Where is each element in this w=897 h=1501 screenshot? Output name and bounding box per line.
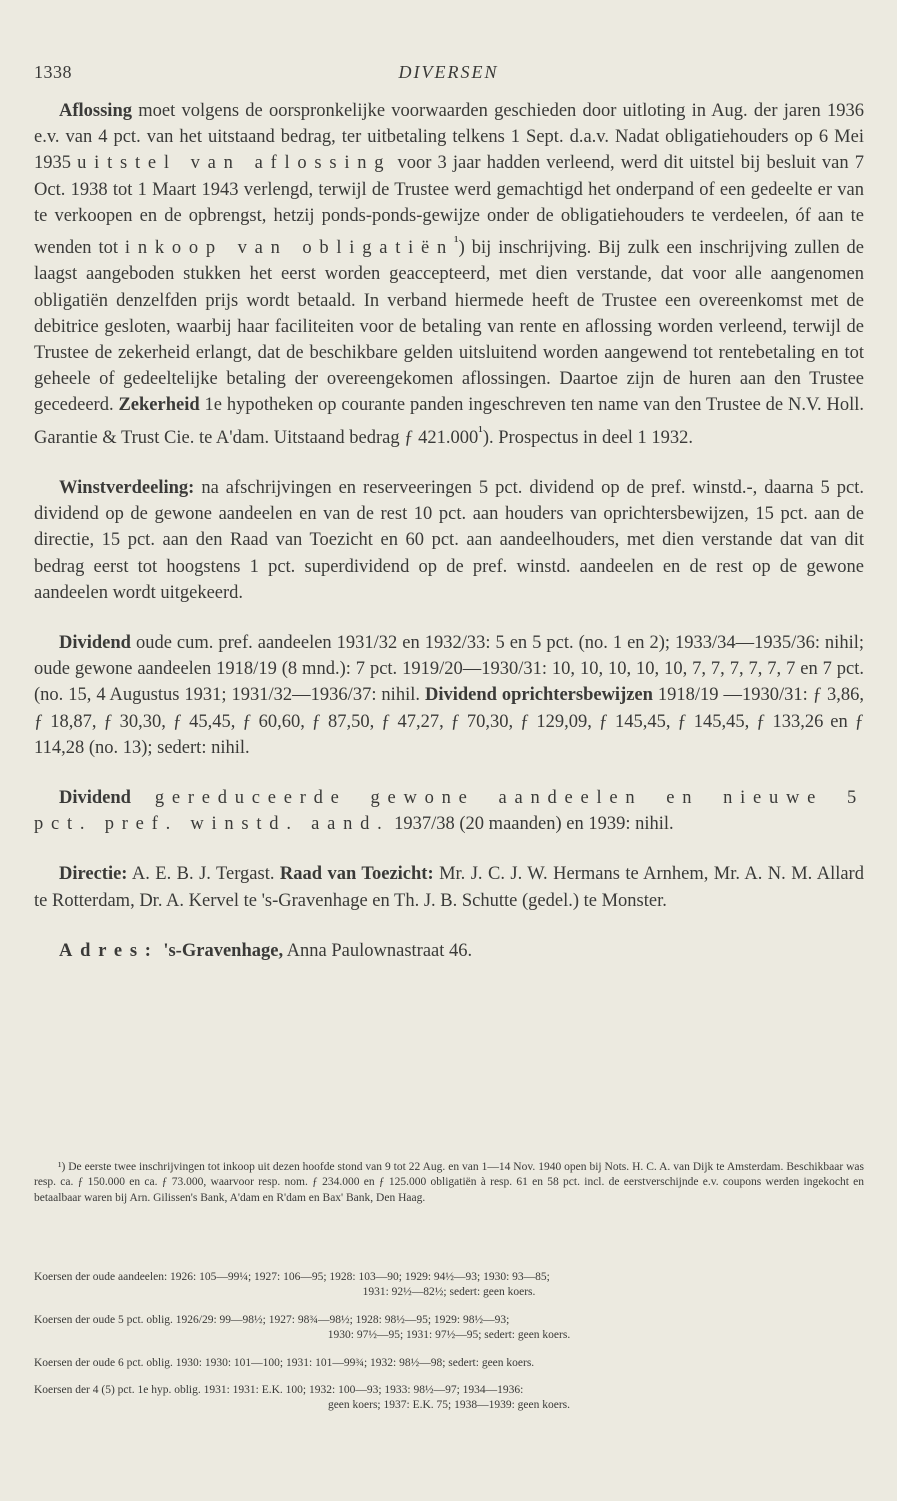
adres-paragraph [34,938,864,964]
dividend-paragraph-2 [34,785,864,837]
dividend-label: Dividend [59,632,131,653]
adres-label: Adres: [59,940,159,961]
footnote-ref: ¹ [454,233,459,251]
dividend-text-2: 1918/19 —1930/31: ƒ 3,86, ƒ 18,87, ƒ 30,30, ƒ 45,45, ƒ 60,60, ƒ 87,50, ƒ 47,27, ƒ 70,30, ƒ 129,09, ƒ 145,45, ƒ 145,45, ƒ 133,26 en ƒ 114,28 (no. 13); sedert: nihil. [34,685,864,758]
koersen-line-continued: 1930: 97½—95; 1931: 97½—95; sedert: geen koers. [327,1329,571,1342]
aflossing-text-2: voor 3 jaar hadden verleend, werd dit uitstel bij besluit van 7 Oct. 1938 tot 1 Maart 1943 verlengd, terwijl de Trustee werd gemachtigd het onderpand of een gedeelte er van te verkoopen en de opbrengst, hetzij ponds-ponds-gewijze onder de obligatiehouders te verdeelen, óf aan te wenden tot [34,153,865,259]
aflossing-text-3: ) bij inschrijving. Bij zulk een inschrijving zullen de laagst aangeboden stukken het eerst worden geaccepteerd, met dien verstande, dat voor alle aangenomen obligatiën denzelfden prijs wordt betaald. In verband hiermede heeft de Trustee een overeenkomst met de debitrice gesloten, waarbij haar faciliteiten voor de betaling van rente en aflossing worden verleend, terwijl de Trustee de zekerheid erlangt, dat de beschikbare gelden uitsluitend worden aangewend tot rentebetaling en tot geheele of gedeeltelijke betaling der overeengekomen aflossingen. Daartoe zijn de huren aan den Trustee gecedeerd. [34,238,864,416]
raad-text: Mr. J. C. J. W. Hermans te Arnhem, Mr. A. N. M. Allard te Rotterdam, Dr. A. Kervel te 's-Gravenhage en Th. J. B. Schutte (gedel.) te Monster. [34,864,864,911]
running-title: DIVERSEN [398,62,499,82]
winstverdeeling-paragraph [34,475,864,606]
koersen-item [34,1383,864,1414]
dividend-paragraph-1 [34,630,864,761]
raad-van-toezicht-label: Raad van Toezicht: [279,864,434,885]
adres-text: Anna Paulownastraat 46. [283,940,473,961]
adres-city: 's-Gravenhage, [158,940,284,961]
page-number: 1338 [34,62,72,82]
koersen-item [34,1270,864,1301]
koersen-line: Koersen der oude 5 pct. oblig. 1926/29: 99—98½; 1927: 98¾—98½; 1928: 98½—95; 1929: 98½—93; [34,1313,510,1326]
footnote [34,1160,864,1206]
aflossing-text-5: ). Prospectus in deel 1 1932. [482,427,693,448]
aflossing-spaced-2: inkoop van obligatiën [124,238,455,259]
footnote-text: ¹) De eerste twee inschrijvingen tot inkoop uit dezen hoofde stond van 9 tot 22 Aug. en van 1—14 Nov. 1940 open bij Nots. H. C. A. van Dijk te Amsterdam. Beschikbaar was resp. ca. ƒ 150.000 en ca. ƒ 73.000, waarvoor resp. nom. ƒ 234.000 en ƒ 125.000 obligatiën à resp. 61 en 58 pct. incl. de eerstverschijnde e.v. coupons werden ingekocht en betaalbaar waren bij Arn. Gilissen's Bank, A'dam en R'dam en Bax' Bank, Den Haag. [34,1161,864,1204]
aflossing-paragraph [34,98,864,451]
footnote-ref-2: ¹ [478,422,483,440]
koersen-line-continued: geen koers; 1937: E.K. 75; 1938—1939: geen koers. [327,1399,571,1412]
aflossing-spaced-1: uitstel van aflossing [77,153,392,174]
koersen-line: Koersen der 4 (5) pct. 1e hyp. oblig. 1931: 1931: E.K. 100; 1932: 100—93; 1933: 98½—97; 1934—1936: [34,1384,524,1397]
dividend-text-3: 1937/38 (20 maanden) en 1939: nihil. [389,814,674,835]
dividend-oprichters-label: Dividend oprichtersbewijzen [424,685,653,706]
koersen-line-continued: 1931: 92½—82½; sedert: geen koers. [362,1286,536,1299]
zekerheid-label: Zekerheid [118,395,200,416]
winstverdeeling-label: Winstverdeeling: [59,477,195,498]
page-header [34,62,863,92]
dividend-label-2: Dividend [59,787,131,808]
directie-paragraph [34,861,864,913]
winstverdeeling-text: na afschrijvingen en reserveeringen 5 pct. dividend op de pref. winstd.-, daarna 5 pct. dividend op de gewone aandeelen en van de rest 10 pct. aan houders van oprichtersbewijzen, 15 pct. aan de directie, 15 pct. aan den Raad van Toezicht en 60 pct. aan aandeelhouders, met dien verstande dat van dit bedrag eerst tot hoogstens 1 pct. superdividend op de pref. winstd. aandeelen en de rest op de gewone aandeelen wordt uitgekeerd. [34,477,864,603]
directie-text: A. E. B. J. Tergast. [127,864,280,885]
aflossing-text-1: moet volgens de oorspronkelijke voorwaarden geschieden door uitloting in Aug. der jaren 1936 e.v. van 4 pct. van het uitstaand bedrag, ter uitbetaling telkens 1 Sept. d.a.v. Nadat obligatiehouders op 6 Mei 1935 [34,101,864,174]
koersen-line: Koersen der oude aandeelen: 1926: 105—99¼; 1927: 106—95; 1928: 103—90; 1929: 94½—93; 1930: 93—85; [34,1271,550,1283]
dividend-text-1: oude cum. pref. aandeelen 1931/32 en 1932/33: 5 en 5 pct. (no. 1 en 2); 1933/34—1935/36: nihil; oude gewone aandeelen 1918/19 (8 mnd.): 7 pct. 1919/20—1930/31: 10, 10, 10, 10, 10, 7, 7, 7, 7, 7, 7 en 7 pct. (no. 15, 4 Augustus 1931; 1931/32—1936/37: nihil. [34,632,864,706]
koersen-item [34,1313,864,1344]
outstanding-amount: ƒ 421.000 [404,427,479,448]
koersen-line: Koersen der oude 6 pct. oblig. 1930: 1930: 101—100; 1931: 101—99¾; 1932: 98½—98; sedert: geen koers. [34,1356,535,1369]
body-text [34,98,864,988]
aflossing-text-4: 1e hypotheken op courante panden ingeschreven ten name van den Trustee de N.V. Holl. Garantie & Trust Cie. te A'dam. Uitstaand bedrag [34,395,864,448]
koersen-section [34,1270,864,1426]
dividend-spaced: gereduceerde gewone aandeelen en nieuwe 5 pct. pref. winstd. aand. [34,787,864,835]
koersen-item [34,1356,864,1371]
aflossing-label: Aflossing [59,101,132,121]
directie-label: Directie: [59,864,128,885]
